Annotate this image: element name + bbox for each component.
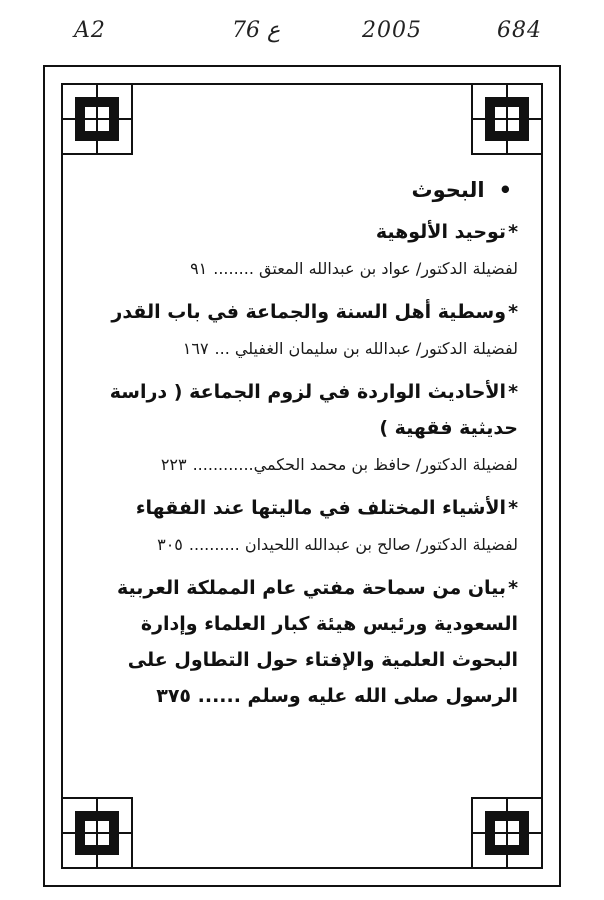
section-heading xyxy=(108,178,518,202)
toc-entry xyxy=(108,490,518,558)
page-number: ١٦٧ xyxy=(182,339,209,358)
toc-entry xyxy=(108,214,518,282)
page-number: ٢٢٣ xyxy=(160,455,187,474)
page-number: ٣٠٥ xyxy=(157,535,183,554)
table-of-contents xyxy=(108,178,518,714)
entry-author: لفضيلة الدكتور/ حافظ بن محمد الحكمي............٢٢٣ xyxy=(160,455,518,474)
entry-author: لفضيلة الدكتور/ صالح بن عبدالله اللحيدان ..........٣٠٥ xyxy=(157,535,518,554)
star-marker: * xyxy=(508,497,518,519)
handwritten-annotation: 76 ع xyxy=(232,18,281,43)
bullet-icon: • xyxy=(498,178,512,202)
entry-author: لفضيلة الدكتور/ عبدالله بن سليمان الغفيلي ...١٦٧ xyxy=(182,339,518,358)
entry-title: *الأشياء المختلف في ماليتها عند الفقهاء xyxy=(135,497,518,519)
handwritten-annotation: 2005 xyxy=(362,18,422,43)
corner-ornament-top-right xyxy=(472,84,542,154)
star-marker: * xyxy=(508,301,518,323)
corner-ornament-top-left xyxy=(62,84,132,154)
entry-author: لفضيلة الدكتور/ عواد بن عبدالله المعتق ........٩١ xyxy=(190,259,518,278)
entry-title: *وسطية أهل السنة والجماعة في باب القدر xyxy=(111,301,518,323)
page-number: ٩١ xyxy=(190,259,208,278)
entry-title: *الأحاديث الواردة في لزوم الجماعة ( دراسة حديثية فقهية ) xyxy=(109,381,518,439)
handwritten-annotation: A2 xyxy=(74,18,106,43)
entry-title: *توحيد الألوهية xyxy=(375,221,518,243)
section-title: البحوث xyxy=(411,178,485,202)
star-marker: * xyxy=(508,577,518,599)
star-marker: * xyxy=(508,221,518,243)
handwritten-annotation: 684 xyxy=(497,18,542,43)
toc-entry xyxy=(108,374,518,478)
corner-ornament-bottom-left xyxy=(62,798,132,868)
page-number: ٣٧٥ xyxy=(156,685,192,707)
corner-ornament-bottom-right xyxy=(472,798,542,868)
toc-entry xyxy=(108,294,518,362)
entry-title: *بيان من سماحة مفتي عام المملكة العربية السعودية ورئيس هيئة كبار العلماء وإدارة البحوث العلمية والإفتاء حول التطاول على الرسول صلى الله عليه وسلم ...... ٣٧٥ xyxy=(116,577,518,707)
star-marker: * xyxy=(508,381,518,403)
toc-entry xyxy=(108,570,518,714)
